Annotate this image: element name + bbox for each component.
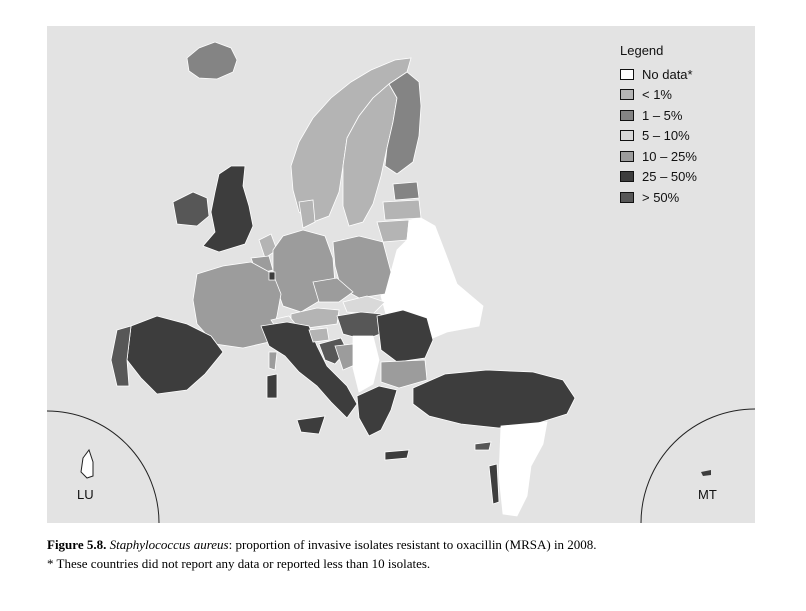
country-balkans-no-data	[353, 336, 379, 392]
country-ireland	[173, 192, 209, 226]
legend-title: Legend	[620, 43, 664, 58]
legend-item	[620, 85, 697, 106]
caption-line	[47, 535, 597, 554]
country-latvia	[383, 200, 421, 220]
country-bulgaria	[381, 360, 427, 388]
figure-number: Figure 5.8.	[47, 537, 107, 552]
country-middle-east-no-data	[499, 422, 547, 516]
legend-swatch	[620, 110, 634, 121]
legend-swatch	[620, 171, 634, 182]
country-luxembourg	[269, 272, 275, 280]
country-denmark	[299, 200, 315, 228]
inset-circle-mt	[641, 409, 755, 523]
legend-item	[620, 105, 697, 126]
inset-circle-lu	[47, 411, 159, 523]
legend-label: < 1%	[642, 87, 672, 103]
country-lithuania	[377, 220, 409, 242]
legend-label: 10 – 25%	[642, 148, 697, 164]
legend-item	[620, 64, 697, 85]
inset-label-lu: LU	[77, 487, 94, 502]
legend-swatch	[620, 89, 634, 100]
country-romania	[377, 310, 433, 362]
legend-swatch	[620, 69, 634, 80]
country-iceland	[187, 42, 237, 79]
caption-text: : proportion of invasive isolates resistant to oxacillin (MRSA) in 2008.	[228, 537, 597, 552]
map-frame	[47, 26, 755, 523]
country-sardinia	[267, 374, 277, 398]
legend-label: No data*	[642, 66, 693, 82]
legend-item	[620, 126, 697, 147]
legend-item	[620, 167, 697, 188]
legend-label: 25 – 50%	[642, 169, 697, 185]
country-greece	[357, 386, 397, 436]
country-sicily	[297, 416, 325, 434]
caption-footnote: * These countries did not report any data or reported less than 10 isolates.	[47, 556, 431, 571]
legend-item	[620, 146, 697, 167]
country-slovenia	[309, 328, 329, 342]
country-slovakia	[343, 296, 385, 314]
legend-label: 1 – 5%	[642, 107, 683, 123]
country-corsica	[269, 352, 277, 370]
inset-label-mt: MT	[698, 487, 717, 502]
country-turkey	[413, 370, 575, 428]
country-estonia	[393, 182, 419, 200]
legend-swatch	[620, 151, 634, 162]
country-cyprus	[475, 442, 491, 450]
legend-rows	[620, 64, 697, 208]
legend-swatch	[620, 130, 634, 141]
figure-caption	[47, 535, 597, 573]
legend-swatch	[620, 192, 634, 203]
legend-label: > 50%	[642, 189, 680, 205]
species-name: Staphylococcus aureus	[109, 537, 229, 552]
legend-item	[620, 187, 697, 208]
country-united-kingdom	[203, 166, 253, 252]
map-legend	[620, 43, 697, 208]
country-israel	[489, 464, 499, 504]
legend-label: 5 – 10%	[642, 128, 690, 144]
country-crete	[385, 450, 409, 460]
